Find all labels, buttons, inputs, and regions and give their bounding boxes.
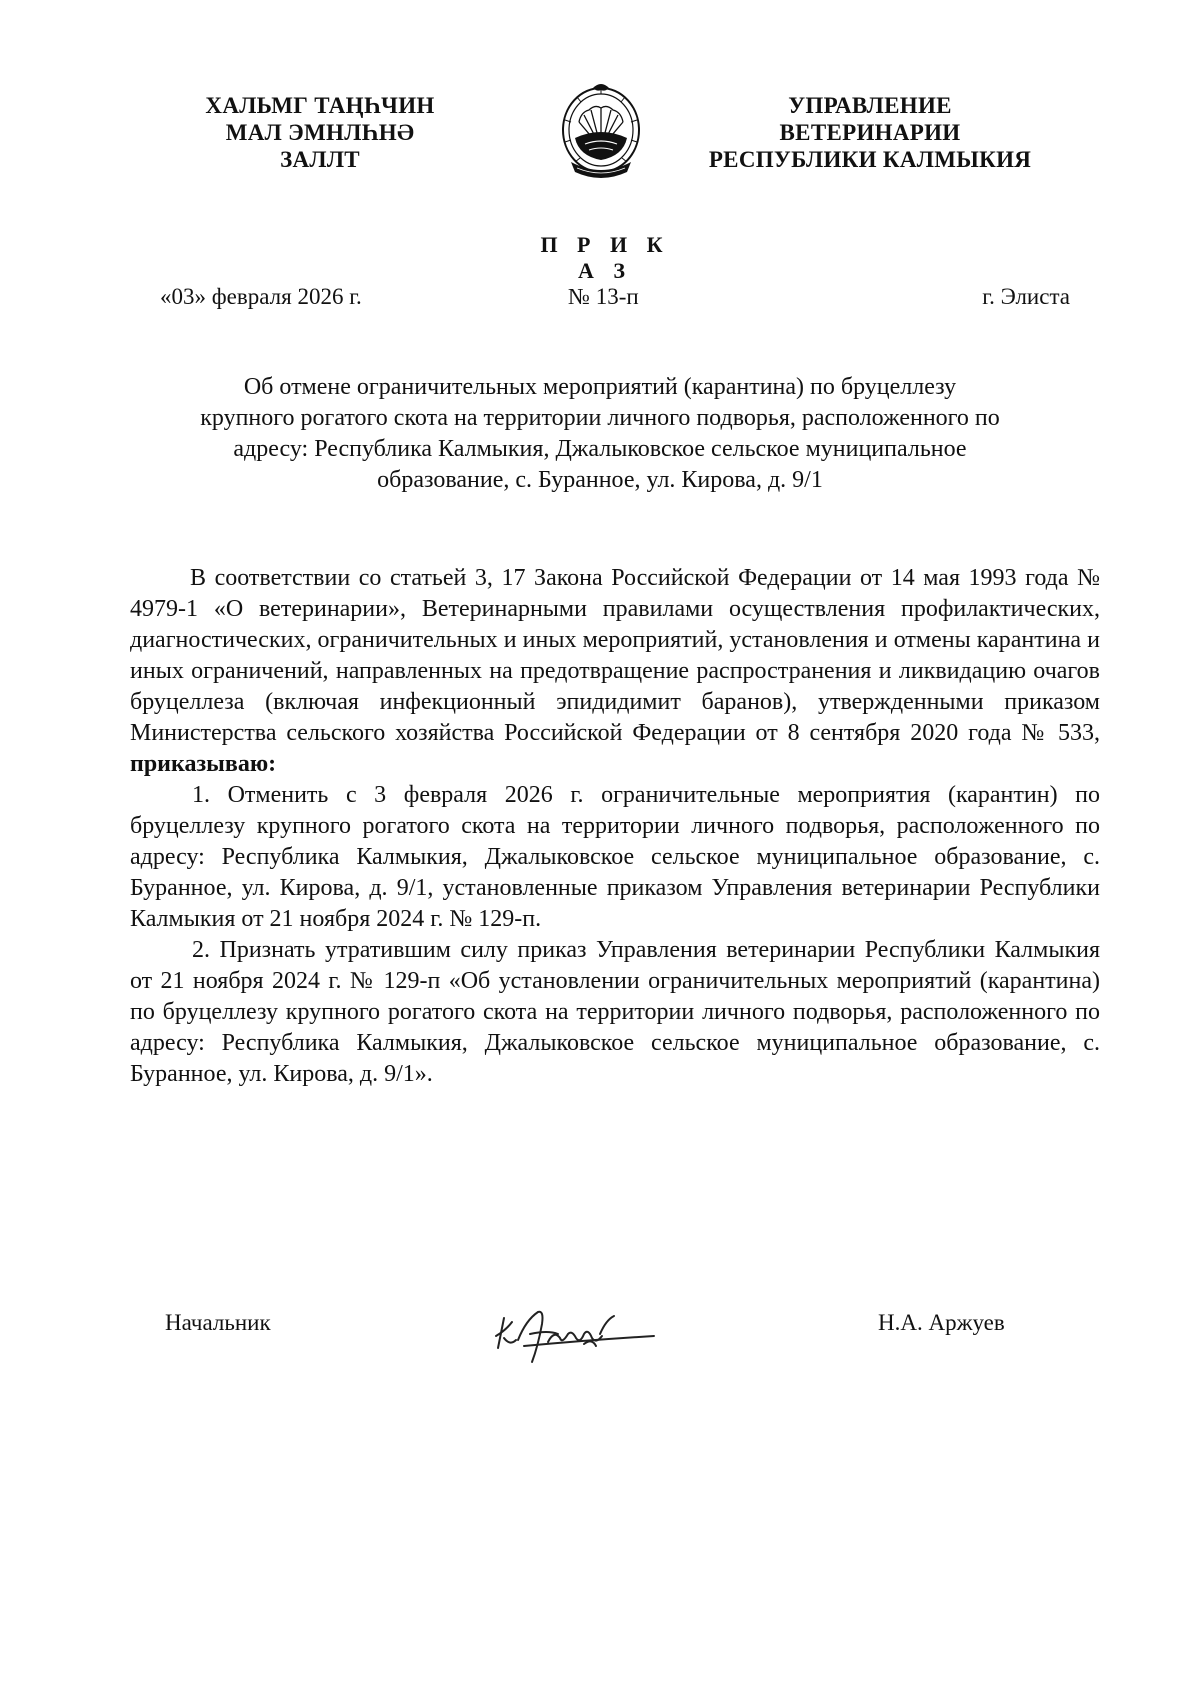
document-body <box>130 563 1100 1090</box>
body-intro-decree: приказываю: <box>130 751 277 777</box>
header-russian <box>700 92 1040 173</box>
header-kalmyk-line-3: ЗАЛЛТ <box>280 147 360 172</box>
document-title <box>120 372 1080 496</box>
document-type: П Р И К А З <box>540 232 670 283</box>
title-line-1: Об отмене ограничительных мероприятий (карантина) по бруцеллезу <box>243 374 957 400</box>
body-intro <box>130 563 1100 780</box>
body-intro-text: В соответствии со статьей 3, 17 Закона Российской Федерации от 14 мая 1993 года № 4979-1 «О ветеринарии», Ветеринарными правилами осуществления профилактических, диагностических, ограничительных и иных мероприятий, установления и отмены карантина и иных ограничений, направленных на предотвращение распространения и ликвидацию очагов бруцеллеза (включая инфекционный эпидидимит баранов), утвержденными приказом Министерства сельского хозяйства Российской Федерации от 8 сентября 2020 года № 533, <box>130 565 1100 746</box>
order-date: «03» февраля 2026 г. <box>160 284 362 309</box>
handwritten-signature <box>488 1290 708 1380</box>
title-line-2: крупного рогатого скота на территории личного подворья, расположенного по <box>200 405 1000 431</box>
order-city: г. Элиста <box>982 284 1070 309</box>
header-kalmyk-line-1: ХАЛЬМГ ТАҢҺЧИН <box>205 93 435 118</box>
body-item-2: 2. Признать утратившим силу приказ Управления ветеринарии Республики Калмыкия от 21 ноября 2024 г. № 129-п «Об установлении ограничительных мероприятий (карантина) по бруцеллезу крупного рогатого скота на территории личного подворья, расположенного по адресу: Республика Калмыкия, Джалыковское сельское муниципальное образование, с. Буранное, ул. Кирова, д. 9/1». <box>130 937 1100 1087</box>
title-line-4: образование, с. Буранное, ул. Кирова, д. 9/1 <box>377 467 823 493</box>
header-kalmyk <box>190 92 450 173</box>
body-item-1: 1. Отменить с 3 февраля 2026 г. ограничительные мероприятия (карантин) по бруцеллезу крупного рогатого скота на территории личного подворья, расположенного по адресу: Республика Калмыкия, Джалыковское сельское муниципальное образование, с. Буранное, ул. Кирова, д. 9/1, установленные приказом Управления ветеринарии Республики Калмыкия от 21 ноября 2024 г. № 129-п. <box>130 782 1100 932</box>
signatory-position: Начальник <box>165 1310 271 1335</box>
title-line-3: адресу: Республика Калмыкия, Джалыковское сельское муниципальное <box>233 436 967 462</box>
order-number: № 13-п <box>568 284 639 309</box>
header-russian-line-3: РЕСПУБЛИКИ КАЛМЫКИЯ <box>708 147 1032 172</box>
header-russian-line-1: УПРАВЛЕНИЕ <box>788 93 952 118</box>
kalmykia-emblem-icon <box>557 82 645 182</box>
header-kalmyk-line-2: МАЛ ЭМНЛҺНӘ <box>225 120 415 145</box>
signatory-name: Н.А. Аржуев <box>878 1310 1005 1335</box>
header-russian-line-2: ВЕТЕРИНАРИИ <box>779 120 961 145</box>
